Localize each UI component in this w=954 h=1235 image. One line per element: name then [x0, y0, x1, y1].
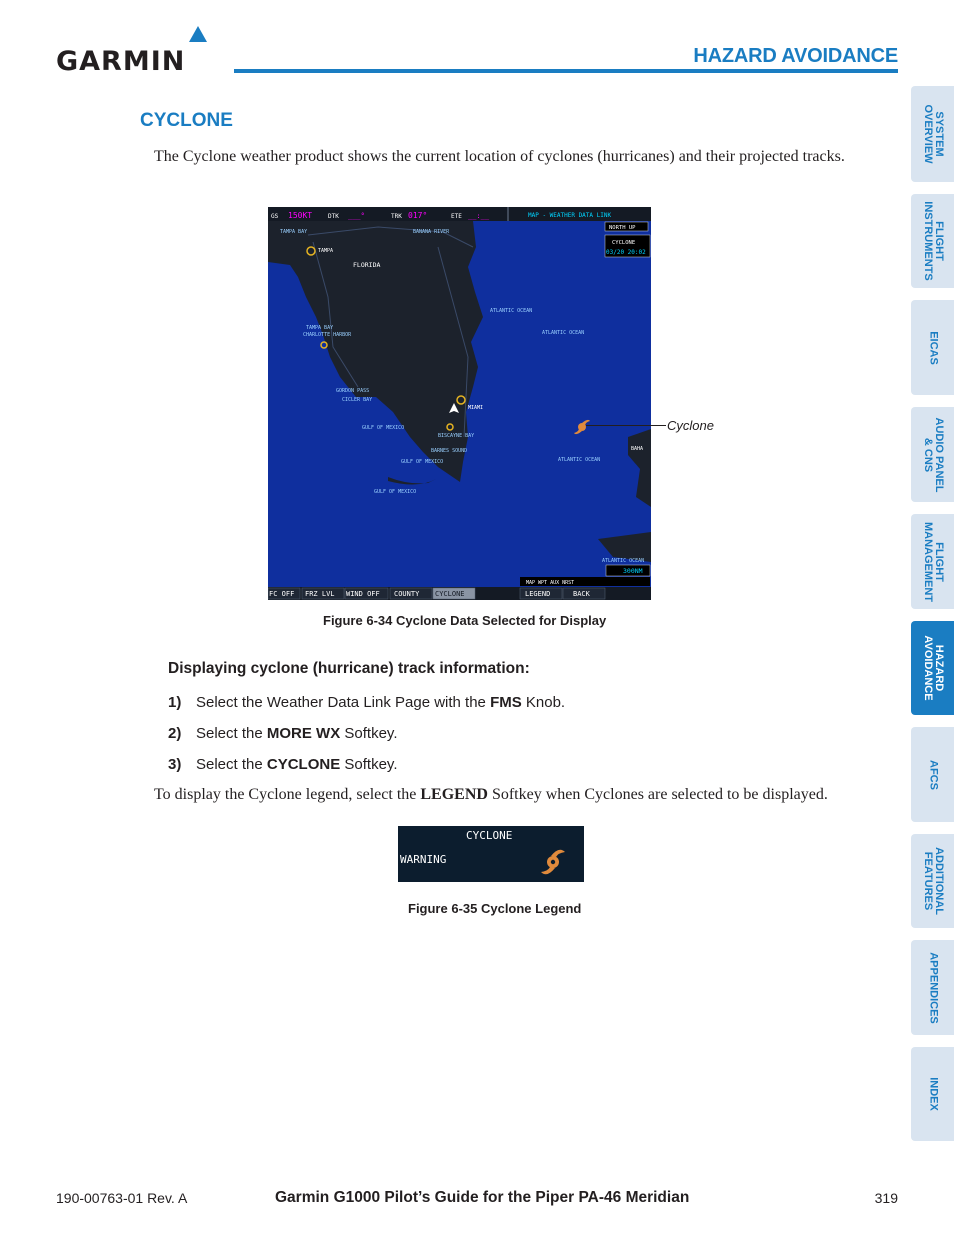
- bahamas-landmass: [628, 429, 651, 507]
- weather-map-screenshot: [268, 207, 651, 600]
- logo-triangle-icon: [189, 26, 207, 42]
- map-graphic: [268, 207, 651, 600]
- header-rule: [234, 69, 898, 73]
- tab-additional-features[interactable]: ADDITIONAL FEATURES: [911, 834, 954, 928]
- map-label: BARNES SOUND: [431, 448, 468, 454]
- map-label: ATLANTIC OCEAN: [602, 558, 645, 564]
- map-label: BAHA: [631, 446, 644, 452]
- ete-value: __:__: [468, 212, 490, 220]
- map-label: BISCAYNE BAY: [438, 433, 475, 439]
- svg-text:WIND OFF: WIND OFF: [346, 590, 380, 598]
- map-label: TAMPA: [318, 248, 334, 254]
- dtk-value: ___°: [348, 212, 365, 220]
- trk-value: 017°: [408, 211, 428, 220]
- trk-label: TRK: [391, 213, 402, 220]
- map-label: GULF OF MEXICO: [401, 459, 444, 465]
- map-label: CHARLOTTE HARBOR: [303, 332, 352, 338]
- svg-text:LEGEND: LEGEND: [525, 590, 551, 598]
- map-label: TAMPA BAY: [306, 325, 334, 331]
- doc-number: 190-00763-01 Rev. A: [56, 1190, 188, 1206]
- svg-text:BACK: BACK: [573, 590, 590, 598]
- map-label: GORDON PASS: [336, 388, 370, 394]
- tab-system-overview[interactable]: SYSTEM OVERVIEW: [911, 86, 954, 182]
- section-heading: CYCLONE: [140, 110, 233, 131]
- logo-text: GARMIN: [56, 46, 186, 77]
- map-label: MIAMI: [468, 405, 484, 411]
- florida-keys: [388, 477, 436, 485]
- section-title: HAZARD AVOIDANCE: [693, 45, 898, 67]
- cyclone-warning-icon: [538, 846, 568, 878]
- tab-audio-panel[interactable]: AUDIO PANEL & CNS: [911, 407, 954, 502]
- cyclone-legend-screenshot: [398, 826, 584, 882]
- legend-instruction: To display the Cyclone legend, select the LEGEND Softkey when Cyclones are selected to be displayed.: [154, 786, 828, 803]
- figure-6-34-caption: Figure 6-34 Cyclone Data Selected for Display: [323, 613, 607, 628]
- garmin-logo: [56, 26, 220, 77]
- map-label: ATLANTIC OCEAN: [490, 308, 533, 314]
- map-label: GULF OF MEXICO: [374, 489, 417, 495]
- tab-index[interactable]: INDEX: [911, 1047, 954, 1141]
- range-label: 300NM: [623, 567, 643, 575]
- gs-value: 150KT: [288, 211, 313, 220]
- cyclone-callout-line: [586, 425, 666, 426]
- chapter-tabs: [911, 0, 954, 1235]
- north-up-label: NORTH UP: [609, 225, 636, 231]
- legend-title: CYCLONE: [466, 829, 513, 842]
- legend-warning-label: WARNING: [400, 853, 447, 866]
- gs-label: GS: [271, 213, 279, 220]
- svg-text:CYCLONE: CYCLONE: [435, 590, 465, 598]
- tab-flight-instruments[interactable]: FLIGHT INSTRUMENTS: [911, 194, 954, 288]
- map-label: TAMPA BAY: [280, 229, 308, 235]
- map-label: ATLANTIC OCEAN: [558, 457, 601, 463]
- map-label: FLORIDA: [353, 261, 381, 269]
- page-group-label: MAP WPT AUX NRST: [526, 580, 575, 586]
- guide-title: Garmin G1000 Pilot’s Guide for the Piper PA-46 Meridian: [275, 1189, 690, 1206]
- svg-text:FC OFF: FC OFF: [269, 590, 295, 598]
- svg-text:COUNTY: COUNTY: [394, 590, 420, 598]
- tab-appendices[interactable]: APPENDICES: [911, 940, 954, 1035]
- page-title: MAP - WEATHER DATA LINK: [528, 212, 612, 219]
- tab-afcs[interactable]: AFCS: [911, 727, 954, 822]
- tab-flight-management[interactable]: FLIGHT MANAGEMENT: [911, 514, 954, 609]
- procedure-title: Displaying cyclone (hurricane) track information:: [168, 660, 530, 677]
- map-label: CICLER BAY: [342, 397, 373, 403]
- airport-marker: [321, 342, 327, 348]
- cyclone-time-value: 03/20 20:02: [606, 249, 646, 256]
- map-label: BANANA RIVER: [413, 229, 450, 235]
- ete-label: ETE: [451, 213, 462, 220]
- tab-hazard-avoidance[interactable]: HAZARD AVOIDANCE: [911, 621, 954, 715]
- map-label: GULF OF MEXICO: [362, 425, 405, 431]
- map-label: ATLANTIC OCEAN: [542, 330, 585, 336]
- intro-paragraph: The Cyclone weather product shows the current location of cyclones (hurricanes) and their projected tracks.: [154, 148, 845, 165]
- cyclone-time-title: CYCLONE: [612, 240, 636, 246]
- cyclone-symbol: [574, 420, 590, 434]
- cyclone-callout-label: Cyclone: [667, 418, 714, 433]
- page-number: 319: [874, 1190, 898, 1206]
- tab-eicas[interactable]: EICAS: [911, 300, 954, 395]
- figure-6-35-caption: Figure 6-35 Cyclone Legend: [408, 901, 582, 916]
- dtk-label: DTK: [328, 213, 339, 220]
- svg-text:FRZ LVL: FRZ LVL: [305, 590, 335, 598]
